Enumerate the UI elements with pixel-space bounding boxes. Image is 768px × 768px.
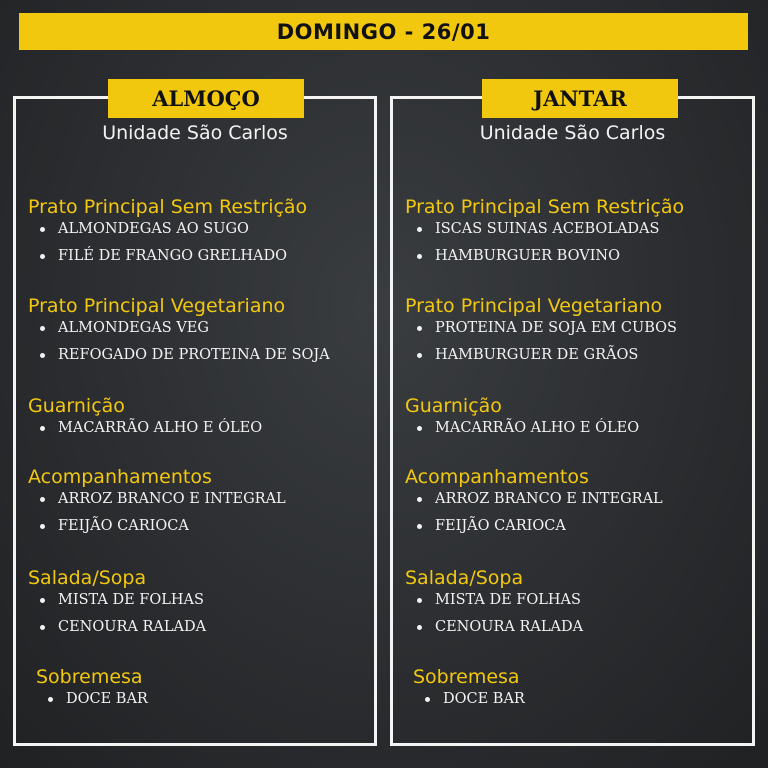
section-heading: Prato Principal Sem Restrição <box>28 196 308 218</box>
date-title: DOMINGO - 26/01 <box>276 19 491 44</box>
date-banner <box>19 13 748 50</box>
lunch-section-main <box>28 196 370 265</box>
menu-item: FILÉ DE FRANGO GRELHADO <box>28 247 370 265</box>
dinner-title: JANTAR <box>482 79 678 118</box>
section-heading: Prato Principal Vegetariano <box>28 295 286 317</box>
menu-item: CENOURA RALADA <box>28 618 370 636</box>
menu-item: MACARRÃO ALHO E ÓLEO <box>28 419 370 437</box>
menu-item: HAMBURGUER BOVINO <box>405 247 748 265</box>
menu-item: ALMONDEGAS AO SUGO <box>28 220 370 238</box>
lunch-title: ALMOÇO <box>108 79 304 118</box>
lunch-section-salad <box>28 567 370 636</box>
menu-item: HAMBURGUER DE GRÃOS <box>405 346 748 364</box>
menu-item: CENOURA RALADA <box>405 618 748 636</box>
section-heading: Salada/Sopa <box>28 567 147 589</box>
menu-item: MISTA DE FOLHAS <box>28 591 370 609</box>
dinner-section-side <box>405 395 748 437</box>
section-heading: Salada/Sopa <box>405 567 524 589</box>
section-heading: Prato Principal Sem Restrição <box>405 196 685 218</box>
menu-item: ARROZ BRANCO E INTEGRAL <box>28 490 370 508</box>
section-heading: Guarnição <box>28 395 125 417</box>
dinner-panel <box>390 86 755 746</box>
menu-item: DOCE BAR <box>36 690 370 708</box>
menu-item: REFOGADO DE PROTEINA DE SOJA <box>28 346 370 364</box>
menu-item: FEIJÃO CARIOCA <box>28 517 370 535</box>
dinner-unit: Unidade São Carlos <box>479 122 666 144</box>
lunch-section-side <box>28 395 370 437</box>
section-heading: Acompanhamentos <box>28 466 212 488</box>
section-heading: Sobremesa <box>413 666 520 688</box>
lunch-panel <box>13 86 377 746</box>
menu-item: ALMONDEGAS VEG <box>28 319 370 337</box>
lunch-section-dessert <box>36 666 370 708</box>
lunch-unit: Unidade São Carlos <box>102 122 288 144</box>
section-heading: Acompanhamentos <box>405 466 589 488</box>
dinner-section-main <box>405 196 748 265</box>
lunch-section-veg <box>28 295 370 364</box>
dinner-section-accompaniments <box>405 466 748 535</box>
menu-item: PROTEINA DE SOJA EM CUBOS <box>405 319 748 337</box>
section-heading: Prato Principal Vegetariano <box>405 295 663 317</box>
menu-item: ISCAS SUINAS ACEBOLADAS <box>405 220 748 238</box>
section-heading: Sobremesa <box>36 666 143 688</box>
dinner-section-salad <box>405 567 748 636</box>
menu-item: MACARRÃO ALHO E ÓLEO <box>405 419 748 437</box>
menu-item: MISTA DE FOLHAS <box>405 591 748 609</box>
section-heading: Guarnição <box>405 395 502 417</box>
dinner-section-veg <box>405 295 748 364</box>
lunch-section-accompaniments <box>28 466 370 535</box>
menu-item: FEIJÃO CARIOCA <box>405 517 748 535</box>
dinner-section-dessert <box>413 666 748 708</box>
menu-item: ARROZ BRANCO E INTEGRAL <box>405 490 748 508</box>
menu-item: DOCE BAR <box>413 690 748 708</box>
